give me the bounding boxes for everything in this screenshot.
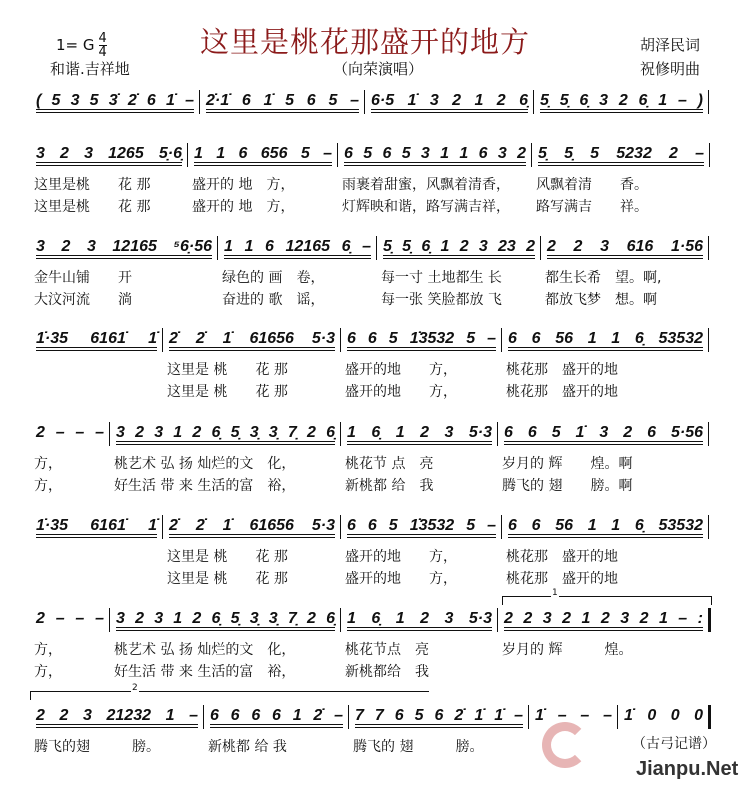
measure-notes: 6 6 5 1̇ 3 2 6 5·56 [504,424,703,441]
score-row [30,683,710,787]
time-signature [99,32,107,59]
lyric-verse-1: 桃花那 盛开的地 [506,549,618,565]
lyric-verse-2: 腾飞的 翅 膀。啊 [502,478,633,494]
measure-notes: 2 2 3 2 1 2 3 2 1 – : [504,610,703,627]
lyric-verse-2: 每一张 笑脸都放 飞 [381,292,502,308]
measure-notes: 6 6 56 1 1 6̣ 53532 [508,330,703,347]
score-row [30,517,710,597]
barline [708,236,709,260]
measure [30,517,163,597]
lyric-verse-2: 盛开的 地 方， [192,199,295,215]
lyric-verse-2: 桃花那 盛开的地 [506,384,618,400]
singer: （向荣演唱） [333,60,424,78]
measure-notes: 1 6̣ 1 2 3 5·3 [347,610,492,627]
score-row [30,424,710,504]
lyric-verse-1: 盛开的 地 方， [192,177,295,193]
time-top: 4 [98,31,107,46]
lyric-verse-2: 这里是 桃 花 那 [167,571,288,587]
measure-notes: 7 7 6 5 6 2̇ 1̇ 1̇ – [355,707,523,724]
lyricist: 胡泽民词 [640,36,701,54]
lyric-verse-1: 桃艺术 弘 扬 灿烂的文 化， [114,642,296,658]
composer: 祝修明曲 [640,60,701,78]
lyric-verse-2: 都放飞梦 想。啊 [545,292,657,308]
lyric-verse-1: 新桃都 给 我 [208,739,287,755]
lyric-verse-2: 新桃都 给 我 [345,478,434,494]
measure-notes: 6 6 5 1̇3532 5 – [347,330,496,347]
measure-notes: ( 5 3 5 3̇ 2̇ 6 1̇ – [36,92,194,109]
measure [30,238,218,318]
measure [30,330,163,410]
measure [349,707,529,787]
measure-notes: 1̇ 0 0 0 [624,707,703,724]
measure [341,424,498,504]
measure [30,707,204,787]
lyric-verse-1: 雨裹着甜蜜，风飘着清香， [342,177,510,193]
lyric-verse-1: 桃花节 点 亮 [345,456,434,472]
lyric-verse-2: 奋进的 歌 谣， [222,292,325,308]
measure-notes: 1 1 6 12165 6̣ – [224,238,371,255]
measure-notes: 1 1 6 656 5 – [194,145,332,162]
measure [502,517,709,597]
measure [341,517,502,597]
measure [163,330,341,410]
measure [110,610,341,690]
lyric-verse-1: 盛开的地 方， [345,362,457,378]
measure-notes: 3 2 3 12165 ⁵6̣·56 [36,238,212,255]
measure-notes: 5̣ 5̣ 6̣ 1 2 3 23 2 [383,238,535,255]
lyric-verse-1: 每一寸 土地都生 长 [381,270,502,286]
lyric-verse-1: 岁月的 辉 煌。啊 [502,456,633,472]
lyric-verse-2: 大汶河流 淌 [34,292,132,308]
measure-notes: 3 2 3 1 2 6̣ 5̣ 3̣ 3̣ 7̣ 2 6̣ [116,424,335,441]
lyric-verse-2: 方， [34,664,62,680]
lyric-verse-2: 盛开的地 方， [345,571,457,587]
barline [709,143,710,167]
lyric-verse-2: 这里是 桃 花 那 [167,384,288,400]
measure [498,424,709,504]
measure-notes: 2̇ 2̇ 1̇ 61656 5·3 [169,517,335,534]
measure-notes: 2 2 3 616 1·56 [547,238,703,255]
measure [541,238,709,318]
measure [204,707,349,787]
lyric-verse-1: 桃花那 盛开的地 [506,362,618,378]
measure [532,145,710,225]
lyric-verse-2: 新桃都给 我 [345,664,429,680]
volta-number: 2 [132,683,138,693]
volta-bracket [502,588,712,605]
measure [188,145,338,225]
end-barline [708,705,711,729]
lyric-verse-1: 绿色的 画 卷， [222,270,325,286]
measure [30,424,110,504]
measure-notes: 5̣ 5̣ 5 5232 2 – [538,145,704,162]
barline [708,422,709,446]
measure-notes: 3 2 3 1265 5̣·6̣ [36,145,182,162]
lyric-verse-1: 岁月的 辉 煌。 [502,642,633,658]
lyric-verse-2: 灯辉映和谐，路写满吉祥， [342,199,510,215]
time-bottom: 4 [98,45,107,60]
lyric-verse-1: 腾飞的 翅 膀。 [353,739,484,755]
measure [30,145,188,225]
barline [708,90,709,114]
watermark: Jianpu.Net [636,758,739,780]
score-row [30,330,710,410]
volta-number: 1 [552,588,558,598]
lyric-verse-1: 这里是桃 花 那 [34,177,151,193]
lyric-verse-1: 这里是 桃 花 那 [167,549,288,565]
score-row [30,238,710,318]
lyric-verse-1: 风飘着清 香。 [536,177,648,193]
lyric-verse-1: 都生长希 望。啊, [545,270,662,286]
barline [708,328,709,352]
measure-notes: 1̇ – – – [535,707,612,724]
measure [502,330,709,410]
measure [377,238,541,318]
lyric-verse-2: 好生活 带 来 生活的富 裕， [114,664,296,680]
measure-notes: 6 6 5 1̇3532 5 – [347,517,496,534]
measure-notes: 1̇·35 6161̇ 1̇ [36,517,157,534]
measure-notes: 6 6 6 6 1 2̇ – [210,707,343,724]
key-signature [56,32,107,59]
lyric-verse-1: 桃艺术 弘 扬 灿烂的文 化， [114,456,296,472]
measure-notes: 2 – – – [36,424,104,441]
lyric-verse-2: 桃花那 盛开的地 [506,571,618,587]
measure-notes: 1̇·35 6161̇ 1̇ [36,330,157,347]
lyric-verse-1: 金牛山铺 开 [34,270,132,286]
measure [110,424,341,504]
measure-notes: 2 2 3 21232 1 – [36,707,198,724]
lyric-verse-2: 好生活 带 来 生活的富 裕， [114,478,296,494]
lyric-verse-1: 桃花节点 亮 [345,642,429,658]
measure-notes: 5̣ 5̣ 6̣ 3 2 6̣ 1 – ) [540,92,703,109]
measure [338,145,532,225]
measure [30,610,110,690]
measure-notes: 3 2 3 1 2 6̣ 5̣ 3̣ 3̣ 7̣ 2 6̣ [116,610,335,627]
song-title: 这里是桃花那盛开的地方 [200,25,531,59]
measure-notes: 6 6 56 1 1 6̣ 53532 [508,517,703,534]
measure-notes: 1 6̣ 1 2 3 5·3 [347,424,492,441]
lyric-verse-2: 这里是桃 花 那 [34,199,151,215]
lyric-verse-1: 腾飞的翅 膀。 [34,739,160,755]
measure [218,238,377,318]
measure [341,330,502,410]
key-label: 1= G [56,36,95,54]
measure-notes: 6 5 6 5 3 1 1 6 3 2 [344,145,526,162]
measure-notes: 6·5 1̇ 3 2 1 2 6̣ [371,92,528,109]
lyric-verse-1: 方， [34,456,62,472]
watermark-logo-icon [542,722,588,768]
transcriber-credit: （古弓记谱） [632,736,716,752]
volta-bracket [30,683,429,700]
lyric-verse-2: 盛开的地 方， [345,384,457,400]
lyric-verse-1: 方， [34,642,62,658]
measure-notes: 2̇ 2̇ 1̇ 61656 5·3 [169,330,335,347]
score-row [30,588,710,690]
lyric-verse-2: 方， [34,478,62,494]
subtitle: 和谐.吉祥地 [50,60,130,78]
measure [163,517,341,597]
measure-notes: 2 – – – [36,610,104,627]
measure [498,610,709,690]
end-barline [708,608,711,632]
lyric-verse-1: 盛开的地 方， [345,549,457,565]
measure-notes: 2̇·1̇ 6 1̇ 5 6 5 – [206,92,359,109]
score-row [30,145,710,225]
measure [341,610,498,690]
lyric-verse-1: 这里是 桃 花 那 [167,362,288,378]
barline [708,515,709,539]
lyric-verse-2: 路写满吉 祥。 [536,199,648,215]
